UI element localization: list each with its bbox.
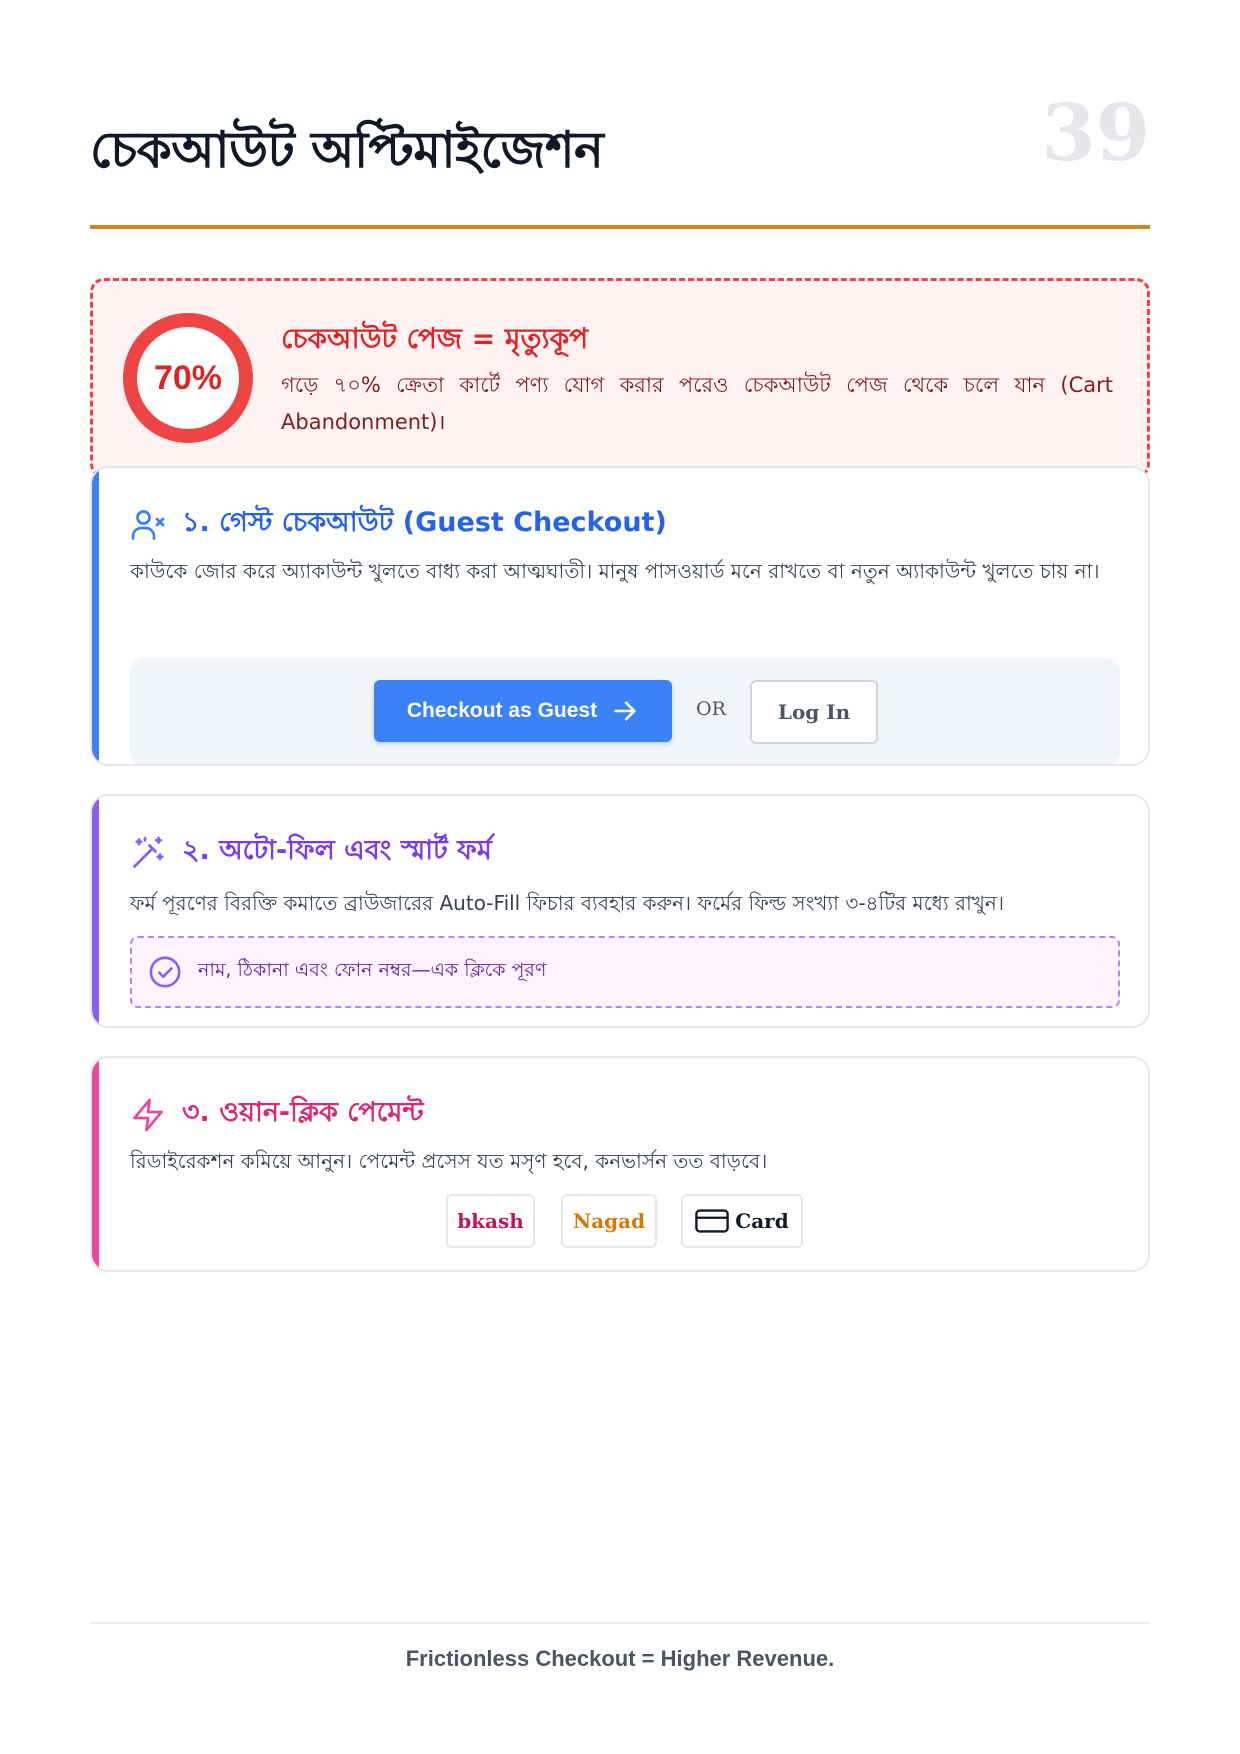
- alert-title: চেকআউট পেজ = মৃত্যুকূপ: [281, 322, 589, 355]
- card-body: রিডাইরেকশন কমিয়ে আনুন। পেমেন্ট প্রসেস যত মসৃণ হবে, কনভার্সন তত বাড়বে।: [130, 1149, 768, 1173]
- alert-body: গড়ে ৭০% ক্রেতা কার্টে পণ্য যোগ করার পরেও চেকআউট পেজ থেকে চলে যান (Cart Abandonment)।: [281, 373, 1113, 434]
- page-header: [90, 88, 1150, 185]
- auto-fill-card: [90, 794, 1150, 1028]
- cart-abandonment-alert: [90, 278, 1150, 478]
- bkash-button[interactable]: bkash: [446, 1194, 535, 1248]
- card-payment-button[interactable]: [681, 1194, 803, 1248]
- card-title: ২. অটো-ফিল এবং স্মার্ট ফর্ম: [182, 835, 492, 866]
- card-body: ফর্ম পূরণের বিরক্তি কমাতে ব্রাউজারের Auto-Fill ফিচার ব্যবহার করুন। ফর্মের ফিল্ড সংখ্যা ৩-৪টির মধ্যে রাখুন।: [130, 891, 1005, 915]
- checkout-as-guest-button[interactable]: [374, 680, 672, 742]
- credit-card-icon: [695, 1208, 729, 1234]
- card-title: ৩. ওয়ান-ক্লিক পেমেন্ট: [182, 1097, 424, 1128]
- card-header: [130, 1092, 424, 1137]
- checkout-demo: [130, 658, 1120, 766]
- header-divider: [90, 225, 1150, 229]
- card-header: [130, 830, 492, 875]
- stat-value: 70%: [153, 358, 223, 397]
- page-number: 39: [1041, 88, 1150, 179]
- card-payment-label: Card: [735, 1209, 789, 1233]
- or-label: OR: [696, 698, 726, 720]
- card-header: [130, 502, 667, 547]
- highlight-text: নাম, ঠিকানা এবং ফোন নম্বর—এক ক্লিকে পূরণ: [198, 959, 547, 981]
- autofill-highlight: [130, 936, 1120, 1008]
- user-x-icon: [130, 507, 166, 543]
- page: [90, 0, 1150, 1754]
- card-body: কাউকে জোর করে অ্যাকাউন্ট খুলতে বাধ্য করা আত্মঘাতী। মানুষ পাসওয়ার্ড মনে রাখতে বা নতুন অ্যাকাউন্ট খুলতে চায় না।: [130, 559, 1100, 583]
- magic-wand-icon: [130, 835, 166, 871]
- nagad-button[interactable]: Nagad: [561, 1194, 657, 1248]
- one-click-payment-card: [90, 1056, 1150, 1272]
- lightning-icon: [130, 1097, 166, 1133]
- footer-tagline: Frictionless Checkout = Higher Revenue.: [405, 1646, 835, 1671]
- arrow-right-icon: [611, 697, 639, 725]
- stat-ring: [123, 313, 253, 443]
- check-circle-icon: [148, 955, 182, 989]
- guest-checkout-card: [90, 466, 1150, 766]
- card-title: ১. গেস্ট চেকআউট (Guest Checkout): [182, 507, 667, 538]
- page-title: চেকআউট অপ্টিমাইজেশন: [90, 120, 604, 179]
- guest-button-label: Checkout as Guest: [406, 699, 598, 722]
- payment-options: [92, 1194, 1148, 1250]
- footer-divider: [90, 1622, 1150, 1624]
- log-in-button[interactable]: Log In: [750, 680, 878, 744]
